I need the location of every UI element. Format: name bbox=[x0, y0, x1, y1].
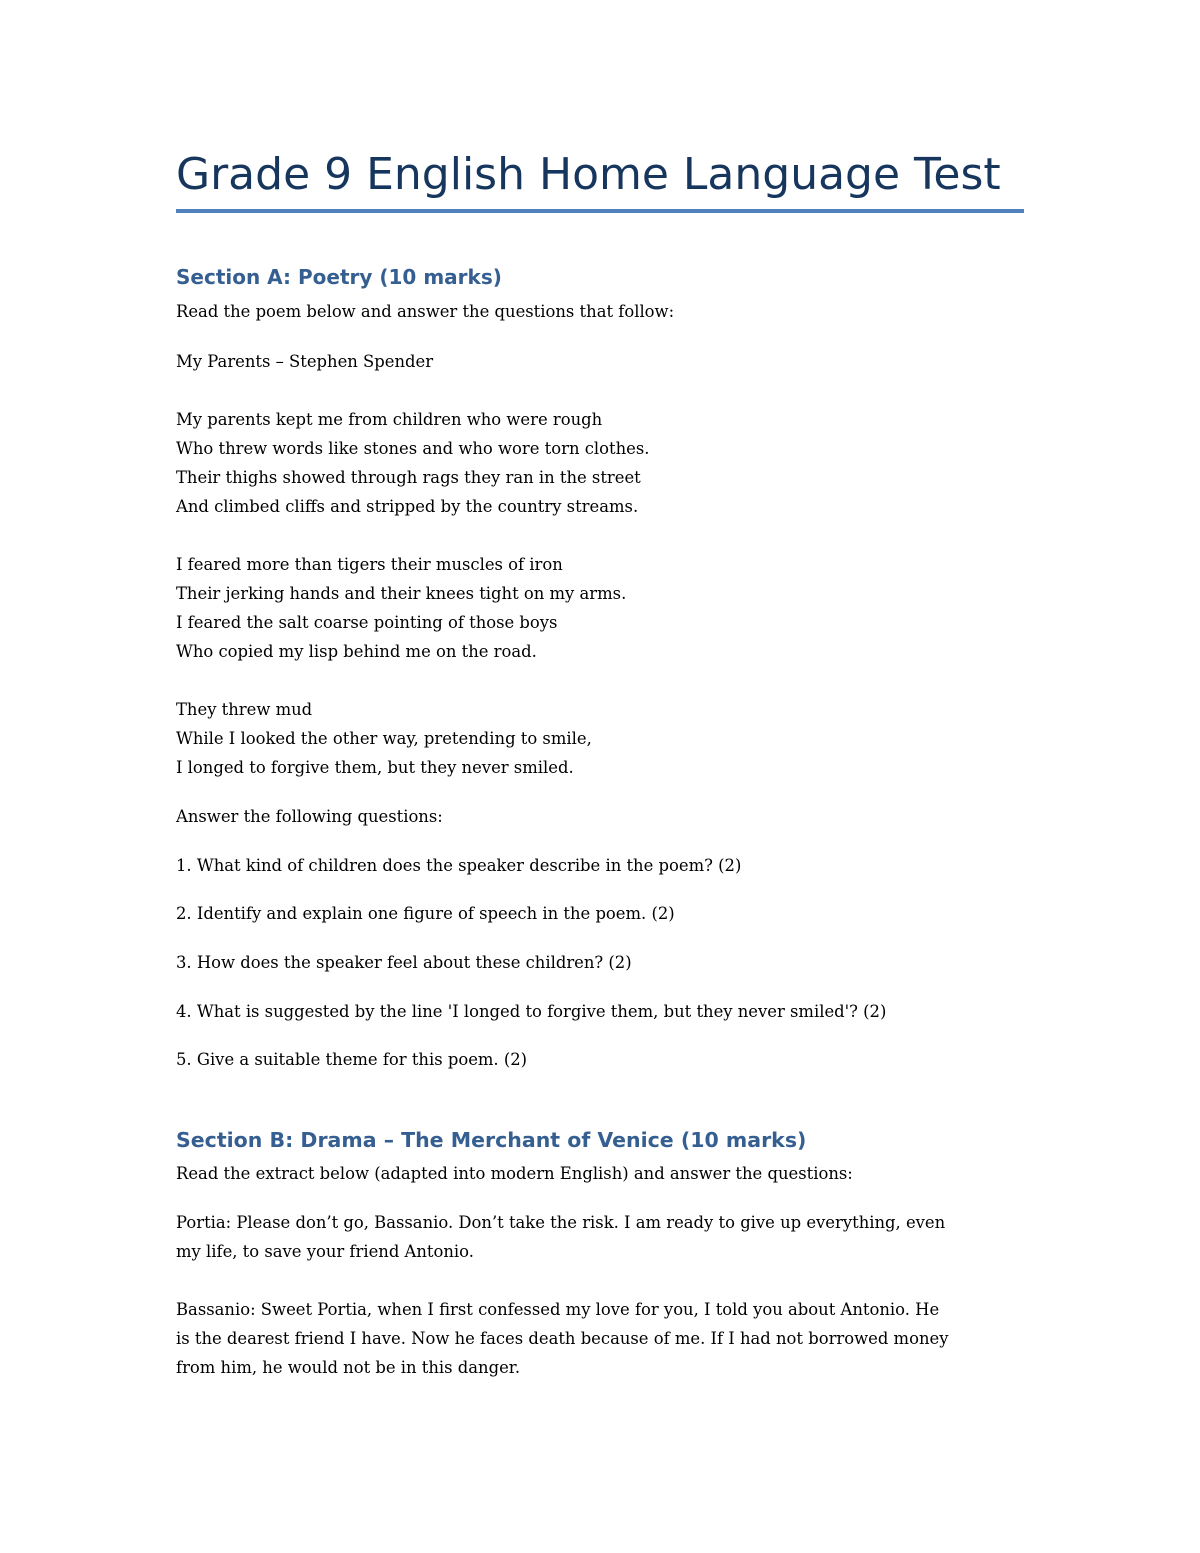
poem-line: They threw mud bbox=[176, 700, 313, 719]
extract-line: Bassanio: Sweet Portia, when I first confessed my love for you, I told you about Antonio. He bbox=[176, 1300, 940, 1319]
poem-line: Who threw words like stones and who wore torn clothes. bbox=[176, 439, 650, 458]
extract-line: my life, to save your friend Antonio. bbox=[176, 1242, 474, 1261]
questions-intro: Answer the following questions: bbox=[176, 807, 443, 826]
document-title: Grade 9 English Home Language Test bbox=[176, 149, 1001, 200]
question-2: 2. Identify and explain one figure of speech in the poem. (2) bbox=[176, 904, 675, 923]
poem-line: Their jerking hands and their knees tight on my arms. bbox=[176, 584, 627, 603]
extract-line: is the dearest friend I have. Now he faces death because of me. If I had not borrowed money bbox=[176, 1329, 949, 1348]
section-b-heading: Section B: Drama – The Merchant of Venice (10 marks) bbox=[176, 1128, 807, 1152]
poem-stanza-1 bbox=[176, 405, 1024, 521]
question-3: 3. How does the speaker feel about these children? (2) bbox=[176, 953, 632, 972]
question-4: 4. What is suggested by the line 'I longed to forgive them, but they never smiled'? (2) bbox=[176, 1002, 887, 1021]
bassanio-speech bbox=[176, 1295, 1024, 1382]
poem-line: Their thighs showed through rags they ran in the street bbox=[176, 468, 641, 487]
poem-stanza-3 bbox=[176, 695, 1024, 782]
poem-title: My Parents – Stephen Spender bbox=[176, 352, 434, 371]
extract-line: Portia: Please don’t go, Bassanio. Don’t take the risk. I am ready to give up everything, even bbox=[176, 1213, 946, 1232]
title-underline bbox=[176, 209, 1024, 213]
poem-line: And climbed cliffs and stripped by the country streams. bbox=[176, 497, 639, 516]
section-a-heading: Section A: Poetry (10 marks) bbox=[176, 265, 502, 289]
poem-stanza-2 bbox=[176, 550, 1024, 666]
poem-line: I feared the salt coarse pointing of those boys bbox=[176, 613, 558, 632]
portia-speech bbox=[176, 1208, 1024, 1266]
section-b-instruction: Read the extract below (adapted into modern English) and answer the questions: bbox=[176, 1164, 853, 1183]
poem-line: Who copied my lisp behind me on the road. bbox=[176, 642, 537, 661]
question-5: 5. Give a suitable theme for this poem. (2) bbox=[176, 1050, 528, 1069]
poem-line: My parents kept me from children who were rough bbox=[176, 410, 603, 429]
poem-line: While I looked the other way, pretending to smile, bbox=[176, 729, 592, 748]
poem-line: I feared more than tigers their muscles of iron bbox=[176, 555, 563, 574]
question-1: 1. What kind of children does the speaker describe in the poem? (2) bbox=[176, 856, 742, 875]
section-a-instruction: Read the poem below and answer the questions that follow: bbox=[176, 302, 675, 321]
extract-line: from him, he would not be in this danger. bbox=[176, 1358, 521, 1377]
poem-line: I longed to forgive them, but they never smiled. bbox=[176, 758, 574, 777]
